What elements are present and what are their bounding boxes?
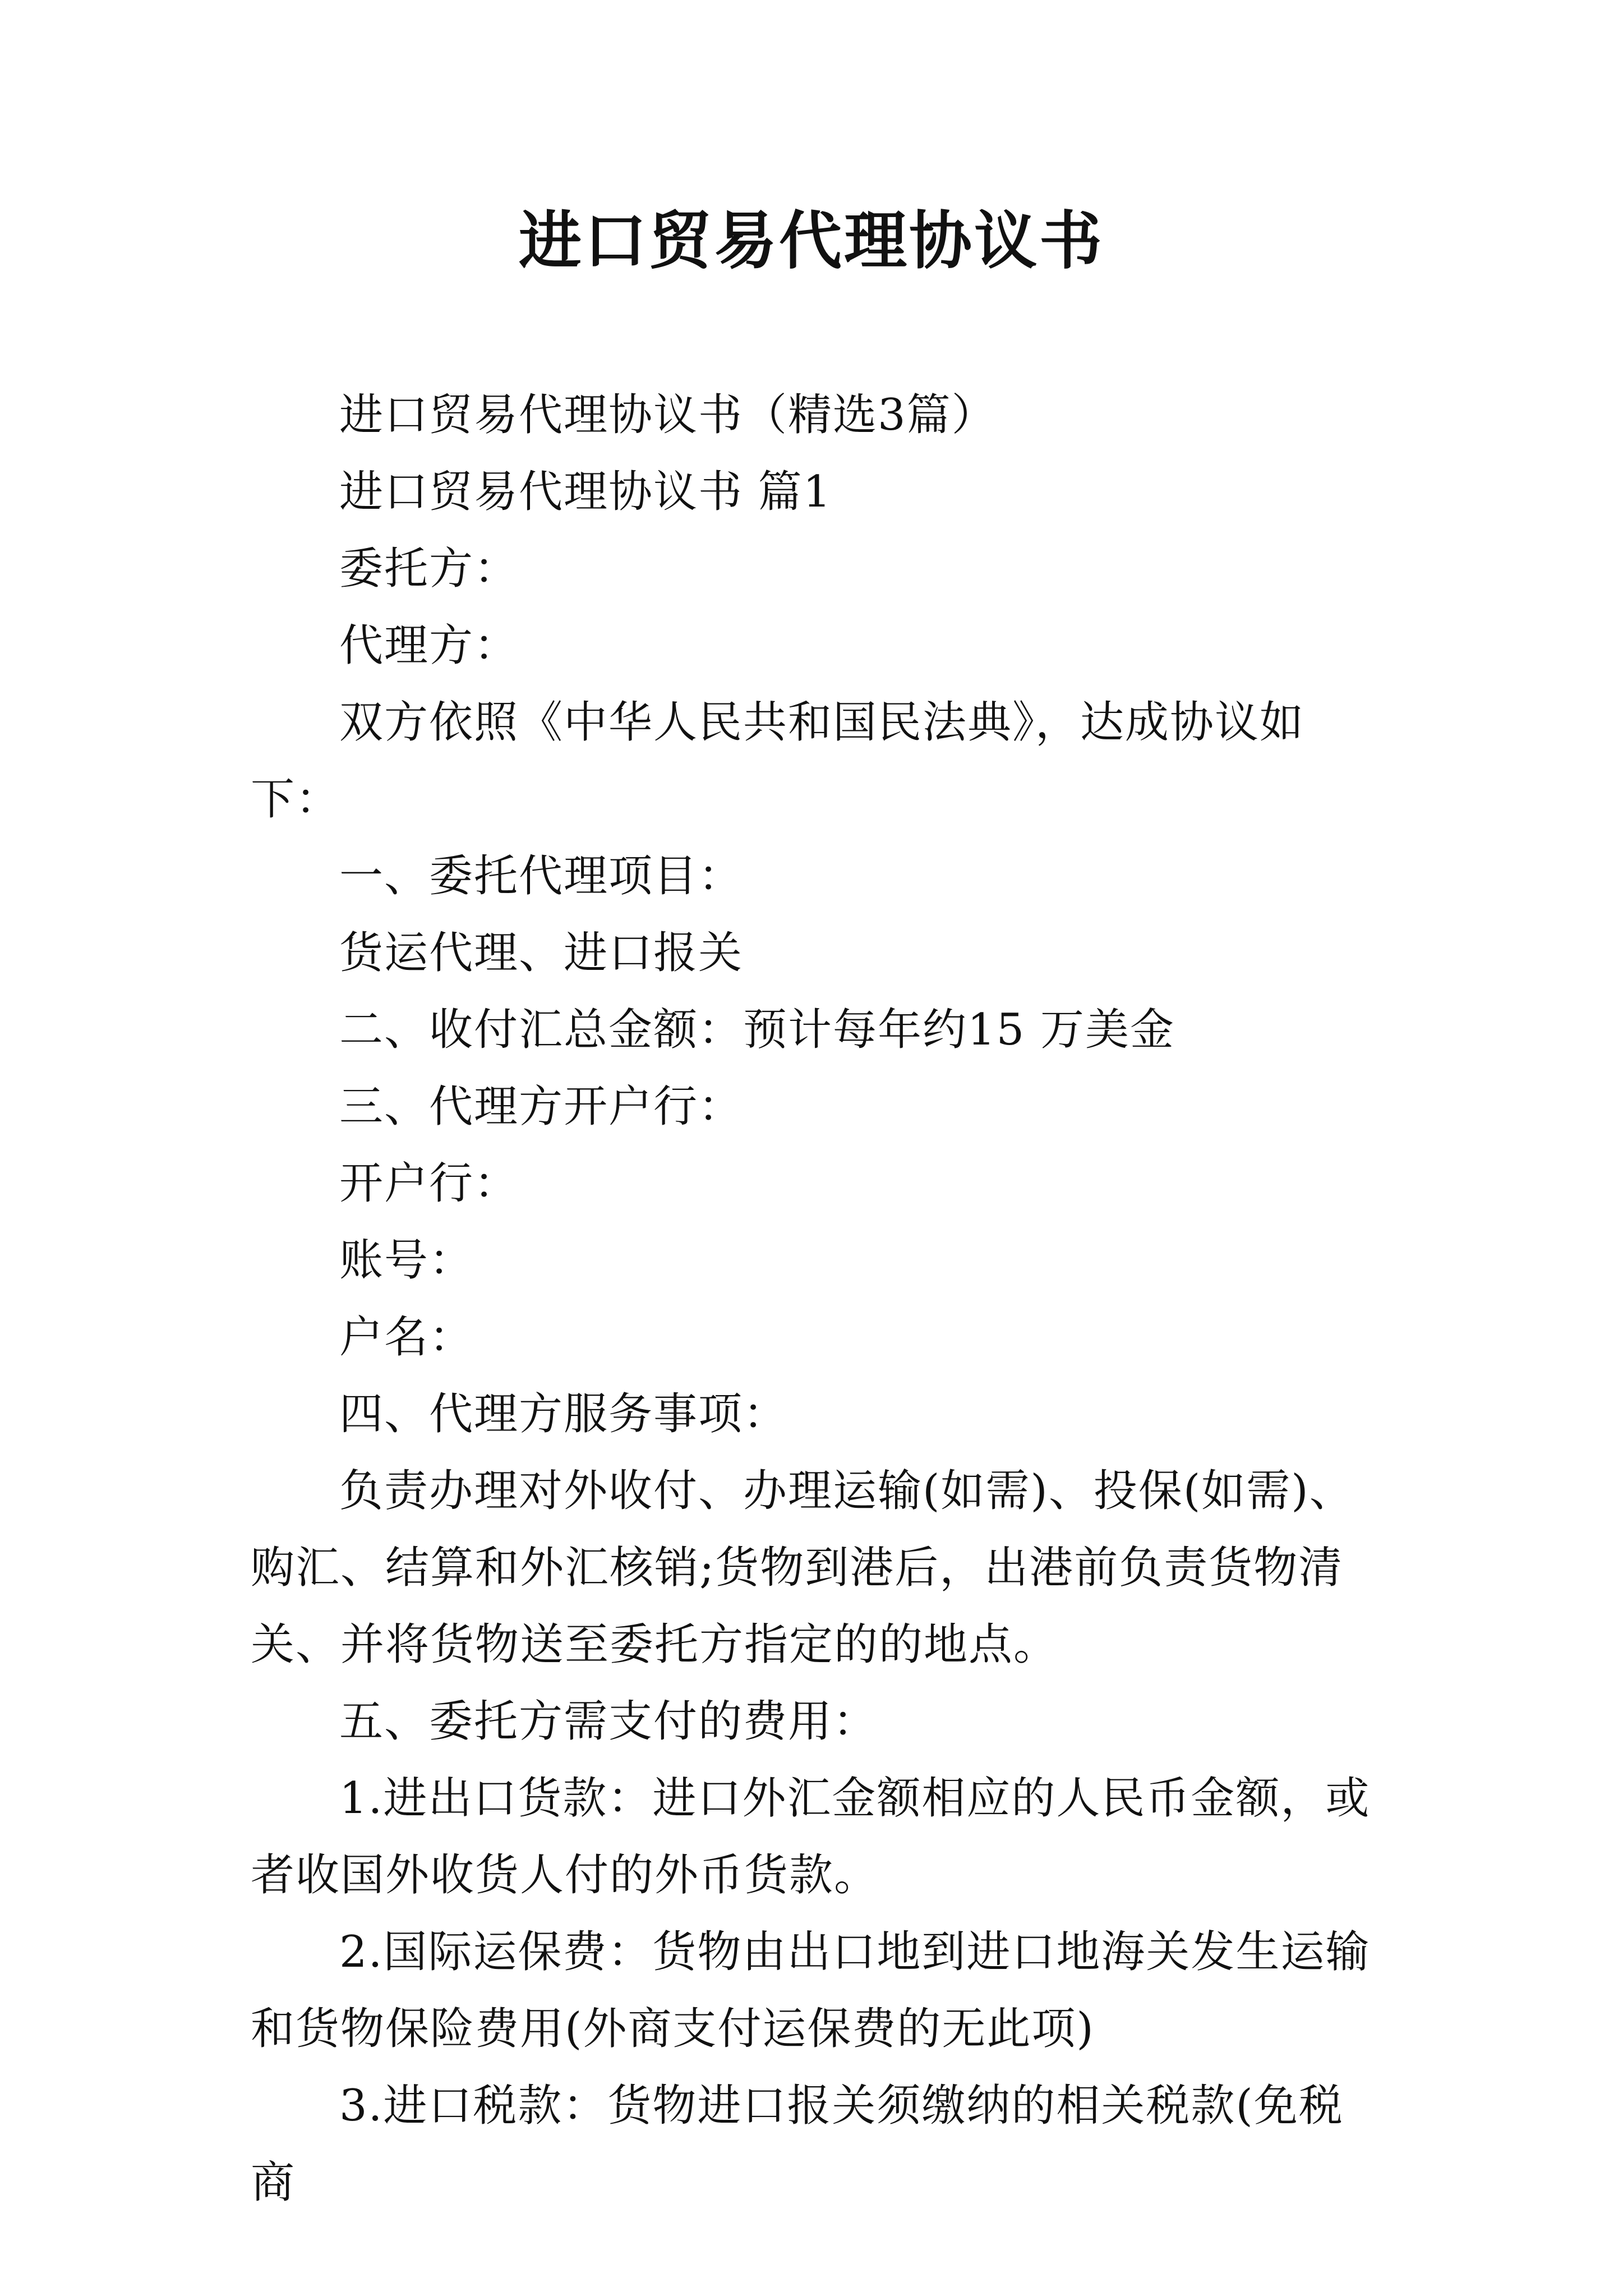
paragraph: 2.国际运保费：货物由出口地到进口地海关发生运输和货物保险费用(外商支付运保费的无此项) — [251, 1927, 1371, 2054]
paragraph: 货运代理、进口报关 — [339, 928, 744, 978]
paragraph: 一、委托代理项目： — [339, 851, 744, 901]
paragraph: 三、代理方开户行： — [339, 1082, 744, 1132]
paragraph: 进口贸易代理协议书（精选3篇） — [339, 390, 997, 440]
paragraph: 委托方： — [339, 544, 519, 594]
paragraph: 户名： — [339, 1312, 474, 1363]
paragraph: 1.进出口货款：进口外汇金额相应的人民币金额，或者收国外收货人付的外币货款。 — [251, 1773, 1371, 1901]
paragraph: 负责办理对外收付、办理运输(如需)、投保(如需)、购汇、结算和外汇核销;货物到港后，出港前负责货物清关、并将货物送至委托方指定的的地点。 — [251, 1466, 1354, 1670]
paragraph: 四、代理方服务事项： — [339, 1389, 789, 1439]
paragraph: 代理方： — [339, 620, 519, 671]
paragraph: 开户行： — [339, 1158, 519, 1209]
paragraph: 3.进口税款：货物进口报关须缴纳的相关税款(免税商 — [251, 2081, 1344, 2208]
paragraph: 进口贸易代理协议书 篇1 — [339, 467, 832, 517]
paragraph: 双方依照《中华人民共和国民法典》，达成协议如下： — [251, 697, 1305, 825]
paragraph: 账号： — [339, 1235, 474, 1286]
paragraph: 二、收付汇总金额：预计每年约15 万美金 — [339, 1005, 1175, 1055]
document-title: 进口贸易代理协议书 — [519, 204, 1104, 278]
document-body — [251, 377, 1384, 2221]
paragraph: 五、委托方需支付的费用： — [339, 1696, 878, 1747]
